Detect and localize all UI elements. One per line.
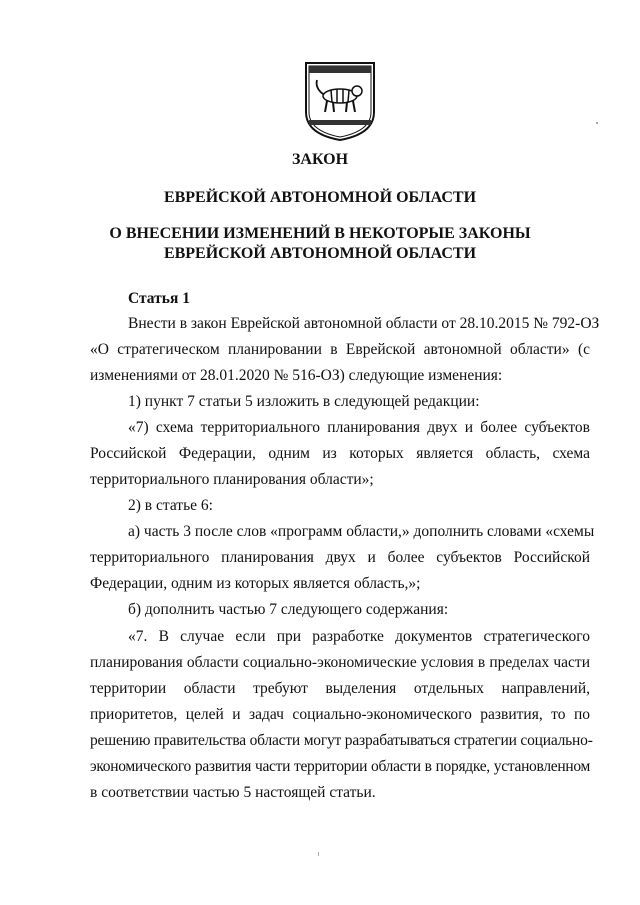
coat-of-arms-emblem	[303, 60, 377, 142]
subject-title	[0, 224, 640, 264]
scan-speck	[596, 122, 598, 124]
subject-title-line-1: О ВНЕСЕНИИ ИЗМЕНЕНИЙ В НЕКОТОРЫЕ ЗАКОНЫ	[109, 225, 531, 242]
article-line: планирования области социально-экономические условия в пределах части	[90, 654, 590, 671]
article-line: «7. В случае если при разработке документов стратегического	[128, 628, 590, 645]
scan-speck	[318, 852, 319, 856]
article-line: территориального планирования области»;	[90, 471, 374, 488]
article-line: приоритетов, целей и задач социально-экономического развития, то по	[90, 706, 590, 723]
article-line: Федерации, одним из которых является область,»;	[90, 575, 421, 592]
article-line: решению правительства области могут разрабатываться стратегии социально-	[90, 732, 593, 749]
subject-title-line-2: ЕВРЕЙСКОЙ АВТОНОМНОЙ ОБЛАСТИ	[163, 245, 477, 262]
article-line: экономического развития части территории области в порядке, установленном	[90, 758, 590, 775]
article-line: а) часть 3 после слов «программ области,» дополнить словами «схемы	[128, 523, 595, 540]
region-title: ЕВРЕЙСКОЙ АВТОНОМНОЙ ОБЛАСТИ	[163, 189, 477, 206]
article-line: б) дополнить частью 7 следующего содержания:	[128, 601, 449, 618]
article-line: «7) схема территориального планирования двух и более субъектов	[128, 419, 590, 436]
article-line: 1) пункт 7 статьи 5 изложить в следующей редакции:	[128, 393, 480, 410]
article-line: Внести в закон Еврейской автономной области от 28.10.2015 № 792-ОЗ	[128, 315, 600, 332]
article-title: Статья 1	[128, 290, 190, 307]
document-type-title: ЗАКОН	[291, 151, 349, 168]
article-line: в соответствии частью 5 настоящей статьи.	[90, 784, 376, 801]
article-line: 2) в статье 6:	[128, 497, 213, 514]
article-line: территориального планирования двух и более субъектов Российской	[90, 549, 590, 566]
article-line: Российской Федерации, одним из которых является область, схема	[90, 445, 590, 462]
article-line: «О стратегическом планировании в Еврейской автономной области» (с	[90, 341, 590, 358]
article-line: изменениями от 28.01.2020 № 516-ОЗ) следующие изменения:	[90, 367, 503, 384]
article-line: территории области требуют выделения отдельных направлений,	[90, 680, 590, 697]
